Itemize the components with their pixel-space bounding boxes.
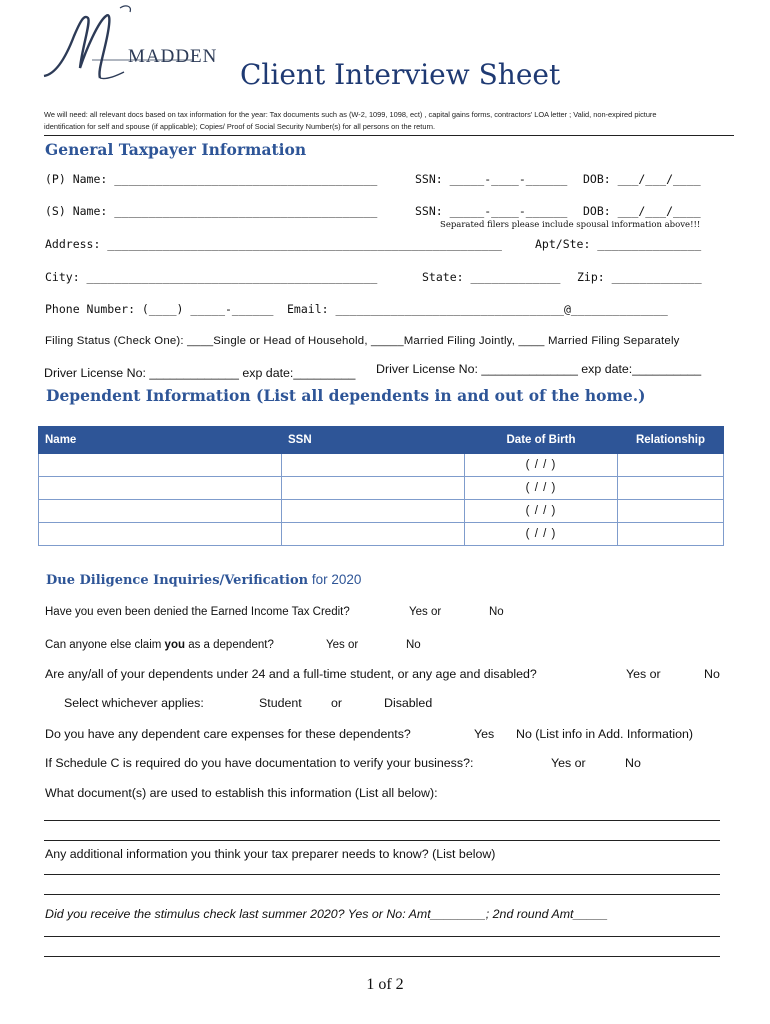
- q-schedule-c: If Schedule C is required do you have documentation to verify your business?:: [45, 756, 474, 770]
- q-eitc-denied: Have you even been denied the Earned Income Tax Credit?: [45, 606, 350, 618]
- answer-line[interactable]: [44, 840, 720, 841]
- diligence-heading-year: for 2020: [311, 572, 362, 587]
- q-additional-info: Any additional information you think your tax preparer needs to know? (List below): [45, 847, 496, 861]
- q-stimulus[interactable]: Did you receive the stimulus check last summer 2020? Yes or No: Amt________; 2nd round Amt_____: [45, 907, 608, 921]
- dependents-heading: Dependent Information (List all dependents in and out of the home.): [46, 386, 646, 405]
- address-field[interactable]: Address: _________________________________________________________: [45, 237, 502, 251]
- q-student-yes[interactable]: Yes or: [626, 667, 661, 681]
- page-title: Client Interview Sheet: [240, 58, 561, 91]
- primary-ssn-field[interactable]: SSN: _____-____-______: [415, 172, 568, 186]
- q-schedule-c-yes[interactable]: Yes or: [551, 756, 586, 770]
- q-care-no[interactable]: No (List info in Add. Information): [516, 727, 693, 741]
- option-or: or: [331, 696, 343, 710]
- q-select-applies: Select whichever applies:: [64, 696, 204, 710]
- diligence-heading: [46, 572, 361, 588]
- intro-rule: [44, 135, 734, 136]
- diligence-heading-main: Due Diligence Inquiries/Verification: [46, 573, 309, 588]
- table-row: [39, 500, 724, 523]
- logo-wordmark: MADDEN: [128, 46, 218, 67]
- spouse-dob-field[interactable]: DOB: ___/___/____: [583, 204, 701, 218]
- separated-note: Separated filers please include spousal information above!!!: [440, 220, 701, 230]
- dependent-dob-cell[interactable]: ( / / ): [465, 477, 618, 500]
- intro-line-2: identification for self and spouse (if applicable); Copies/ Proof of Social Security Number(s) for all persons on the return.: [44, 122, 436, 131]
- q-care-expenses: Do you have any dependent care expenses for these dependents?: [45, 727, 411, 741]
- q-care-yes[interactable]: Yes: [474, 727, 495, 741]
- option-disabled[interactable]: Disabled: [384, 696, 433, 710]
- dependent-name-cell[interactable]: [39, 454, 282, 477]
- filing-status-field[interactable]: Filing Status (Check One): ____Single or Head of Household, _____Married Filing Jointly, ____ Married Filing Separately: [45, 335, 680, 347]
- madden-logo: [36, 2, 218, 92]
- phone-field[interactable]: Phone Number: (____) _____-______: [45, 302, 274, 316]
- dependent-relationship-cell[interactable]: [618, 454, 724, 477]
- q-claimed-no[interactable]: No: [406, 639, 421, 651]
- dependent-dob-cell[interactable]: ( / / ): [465, 500, 618, 523]
- dependent-name-cell[interactable]: [39, 523, 282, 546]
- dependent-ssn-cell[interactable]: [282, 500, 465, 523]
- dependent-name-cell[interactable]: [39, 500, 282, 523]
- dependent-ssn-cell[interactable]: [282, 454, 465, 477]
- driver-license-2-field[interactable]: Driver License No: ______________ exp date:__________: [376, 362, 702, 376]
- col-relationship: Relationship: [618, 427, 724, 454]
- q-student-disabled: Are any/all of your dependents under 24 and a full-time student, or any age and disabled?: [45, 667, 537, 681]
- dependent-name-cell[interactable]: [39, 477, 282, 500]
- zip-field[interactable]: Zip: _____________: [577, 270, 702, 284]
- primary-name-field[interactable]: (P) Name: ______________________________________: [45, 172, 378, 186]
- dependent-relationship-cell[interactable]: [618, 477, 724, 500]
- spouse-name-field[interactable]: (S) Name: ______________________________________: [45, 204, 378, 218]
- table-row: [39, 523, 724, 546]
- primary-dob-field[interactable]: DOB: ___/___/____: [583, 172, 701, 186]
- driver-license-1-field[interactable]: Driver License No: _____________ exp date:_________: [44, 366, 356, 380]
- option-student[interactable]: Student: [259, 696, 302, 710]
- col-dob: Date of Birth: [465, 427, 618, 454]
- q-documents: What document(s) are used to establish this information (List all below):: [45, 786, 438, 800]
- city-field[interactable]: City: __________________________________________: [45, 270, 378, 284]
- apt-field[interactable]: Apt/Ste: _______________: [535, 237, 702, 251]
- table-row: [39, 477, 724, 500]
- dependent-ssn-cell[interactable]: [282, 523, 465, 546]
- table-row: [39, 454, 724, 477]
- col-name: Name: [39, 427, 282, 454]
- q-claimed-yes[interactable]: Yes or: [326, 639, 359, 651]
- page-number: 1 of 2: [366, 976, 404, 993]
- dependent-relationship-cell[interactable]: [618, 500, 724, 523]
- answer-line[interactable]: [44, 956, 720, 957]
- q-claimed-dependent: [45, 639, 274, 651]
- state-field[interactable]: State: _____________: [422, 270, 561, 284]
- general-heading: General Taxpayer Information: [45, 140, 307, 159]
- q-claimed-pre: Can anyone else claim: [45, 639, 165, 651]
- dependent-dob-cell[interactable]: ( / / ): [465, 454, 618, 477]
- dependents-header-row: [39, 427, 724, 454]
- answer-line[interactable]: [44, 936, 720, 937]
- q-claimed-you: you: [164, 639, 185, 651]
- dependents-table: [38, 426, 724, 546]
- email-field[interactable]: Email: _________________________________@______________: [287, 302, 668, 316]
- q-eitc-yes[interactable]: Yes or: [409, 606, 442, 618]
- intro-line-1: We will need: all relevant docs based on tax information for the year: Tax documents such as (W-2, 1099, 1098, ect) , capital gains forms, contractors’ LOA letter ; Valid, non-expired picture: [44, 110, 657, 119]
- answer-line[interactable]: [44, 820, 720, 821]
- dependent-dob-cell[interactable]: ( / / ): [465, 523, 618, 546]
- q-eitc-no[interactable]: No: [489, 606, 504, 618]
- q-claimed-post: as a dependent?: [185, 639, 274, 651]
- q-schedule-c-no[interactable]: No: [625, 756, 641, 770]
- answer-line[interactable]: [44, 874, 720, 875]
- dependent-relationship-cell[interactable]: [618, 523, 724, 546]
- q-student-no[interactable]: No: [704, 667, 720, 681]
- answer-line[interactable]: [44, 894, 720, 895]
- spouse-ssn-field[interactable]: SSN: _____-____-______: [415, 204, 568, 218]
- dependent-ssn-cell[interactable]: [282, 477, 465, 500]
- col-ssn: SSN: [282, 427, 465, 454]
